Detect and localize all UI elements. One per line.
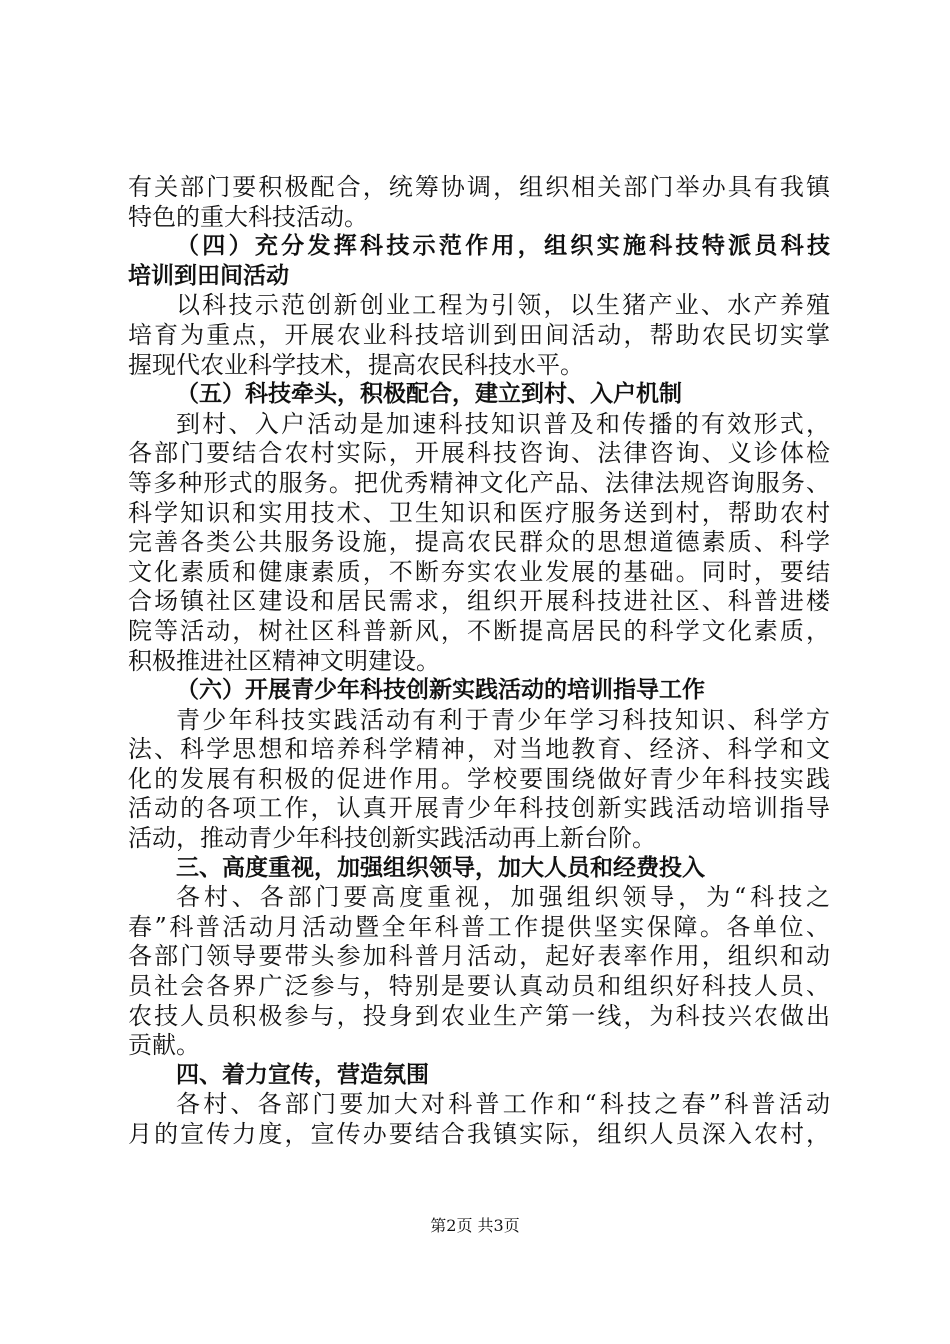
body-text-line: 各村、各部门要高度重视，加强组织领导，为“科技之	[176, 883, 830, 912]
section-heading: （六）开展青少年科技创新实践活动的培训指导工作	[176, 677, 705, 704]
body-text-line: 贡献。	[128, 1031, 200, 1060]
body-text-line: 合场镇社区建设和居民需求，组织开展科技进社区、科普进楼	[128, 587, 830, 616]
section-heading: （五）科技牵头，积极配合，建立到村、入户机制	[176, 381, 682, 408]
body-text-line: 特色的重大科技活动。	[128, 202, 368, 231]
body-text-line: 员社会各界广泛参与，特别是要认真动员和组织好科技人员、	[128, 972, 830, 1001]
body-text-line: 文化素质和健康素质，不断夯实农业发展的基础。同时，要结	[128, 557, 830, 586]
body-text-line: 完善各类公共服务设施，提高农民群众的思想道德素质、科学	[128, 528, 830, 557]
section-heading: 培训到田间活动	[128, 262, 289, 289]
body-text-line: 月的宣传力度，宣传办要结合我镇实际，组织人员深入农村，	[128, 1120, 830, 1148]
body-text-line: 各部门要结合农村实际，开展科技咨询、法律咨询、义诊体检	[128, 439, 830, 468]
body-text-line: 握现代农业科学技术，提高农民科技水平。	[128, 350, 584, 379]
body-text-line: 各部门领导要带头参加科普月活动，起好表率作用，组织和动	[128, 942, 830, 971]
body-text-line: 有关部门要积极配合，统筹协调，组织相关部门举办具有我镇	[128, 173, 830, 201]
section-heading: 四、着力宣传，营造氛围	[176, 1061, 429, 1088]
body-text-line: 院等活动，树社区科普新风，不断提高居民的科学文化素质，	[128, 616, 830, 645]
body-text-line: 活动，推动青少年科技创新实践活动再上新台阶。	[128, 824, 656, 853]
body-text-line: 科学知识和实用技术、卫生知识和医疗服务送到村，帮助农村	[128, 498, 830, 527]
body-text-line: 以科技示范创新创业工程为引领，以生猪产业、水产养殖	[176, 291, 830, 320]
body-text-line: 青少年科技实践活动有利于青少年学习科技知识、科学方	[176, 705, 830, 734]
body-text-line: 到村、入户活动是加速科技知识普及和传播的有效形式，	[176, 409, 830, 438]
section-heading: （四）充分发挥科技示范作用，组织实施科技特派员科技	[176, 233, 830, 260]
body-text-line: 农技人员积极参与，投身到农业生产第一线，为科技兴农做出	[128, 1001, 830, 1030]
body-text-line: 积极推进社区精神文明建设。	[128, 646, 440, 675]
body-text-line: 各村、各部门要加大对科普工作和“科技之春”科普活动	[176, 1090, 830, 1119]
body-text-line: 等多种形式的服务。把优秀精神文化产品、法律法规咨询服务、	[128, 468, 830, 497]
body-text-line: 春”科普活动月活动暨全年科普工作提供坚实保障。各单位、	[128, 912, 830, 941]
section-heading: 三、高度重视，加强组织领导，加大人员和经费投入	[176, 854, 705, 881]
document-body	[128, 173, 830, 1150]
body-text-line: 化的发展有积极的促进作用。学校要围绕做好青少年科技实践	[128, 764, 830, 793]
body-text-line: 法、科学思想和培养科学精神，对当地教育、经济、科学和文	[128, 735, 830, 764]
body-text-line: 培育为重点，开展农业科技培训到田间活动，帮助农民切实掌	[128, 320, 830, 349]
page-footer: 第2页 共3页	[430, 1216, 520, 1235]
body-text-line: 活动的各项工作，认真开展青少年科技创新实践活动培训指导	[128, 794, 830, 823]
